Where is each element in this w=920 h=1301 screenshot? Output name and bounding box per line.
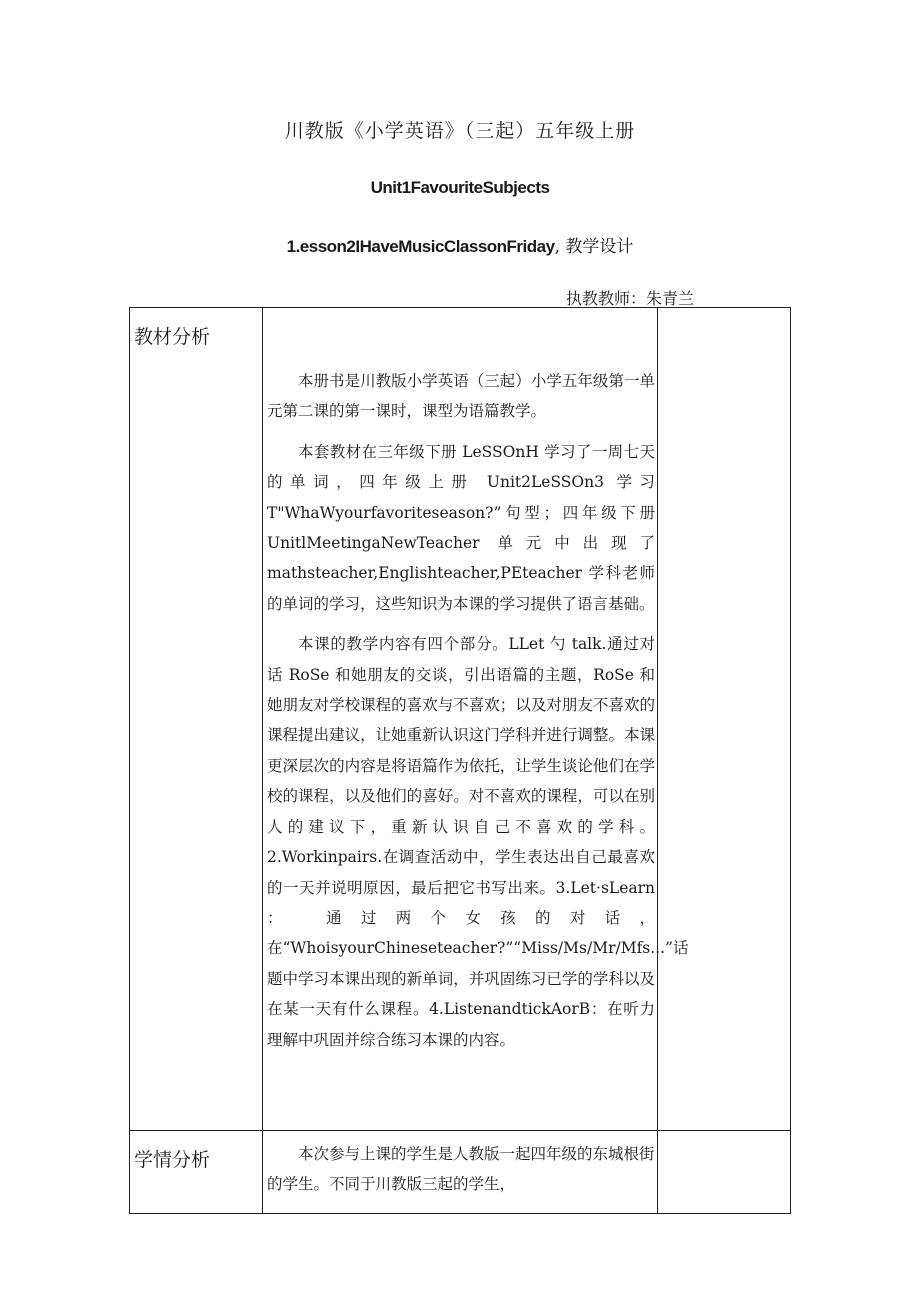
row-notes (658, 1131, 791, 1214)
row-label: 学情分析 (130, 1131, 263, 1214)
paragraph: 本册书是川教版小学英语（三起）小学五年级第一单元第二课的第一课时，课型为语篇教学。 (267, 372, 655, 421)
table-row-student-analysis (130, 1131, 791, 1214)
row-content (263, 308, 689, 1131)
lesson-title-cn: , 教学设计 (554, 237, 634, 257)
paragraph: 本次参与上课的学生是人教版一起四年级的东城根街的学生。不同于川教版三起的学生， (267, 1145, 655, 1193)
paragraph: 本课的教学内容有四个部分。LLet 勺 talk.通过对话 RoSe 和她朋友的交谈，引出语篇的主题，RoSe 和她朋友对学校课程的喜欢与不喜欢；以及对朋友不喜欢的课程提出建议，让她重新认识这门学科并进行调整。本课更深层次的内容是将语篇作为依托，让学生谈论他们在学校的课程，以及他们的喜好。对不喜欢的课程，可以在别人的建议下，重新认识自己不喜欢的学科。2.Workinpairs.在调查活动中，学生表达出自己最喜欢的一天并说明原因，最后把它书写出来。3.Let·sLearn ： 通过两个女孩的对话，在“WhoisyourChineseteacher?”“Miss/Ms/Mr/Mfs...”话题中学习本课出现的新单词，并巩固练习已学的学科以及在某一天有什么课程。4.ListenandtickAorB：在听力理解中巩固并综合练习本课的内容。 (267, 635, 689, 1049)
book-title: 川教版《小学英语》（三起）五年级上册 (284, 120, 636, 142)
teacher-label: 执教教师：朱青兰 (566, 289, 695, 308)
table-row-textbook-analysis (130, 308, 791, 1131)
row-content (263, 1131, 658, 1214)
row-label: 教材分析 (130, 308, 263, 1131)
lesson-title (0, 232, 920, 257)
lesson-design-table (129, 307, 791, 1214)
lesson-title-en: 1.esson2IHaveMusicClassonFriday (286, 237, 555, 256)
unit-title: Unit1FavouriteSubjects (370, 178, 550, 197)
row-notes (658, 308, 791, 1131)
paragraph: 本套教材在三年级下册 LeSSOnH 学习了一周七天的单词，四年级上册 Unit2LeSSOn3 学习T"WhaWyourfavoriteseason?”句型；四年级下册 UnitlMeetingaNewTeacher 单元中出现了 mathsteacher,Englishteacher,PEteacher 学科老师的单词的学习，这些知识为本课的学习提供了语言基础。 (267, 442, 655, 613)
